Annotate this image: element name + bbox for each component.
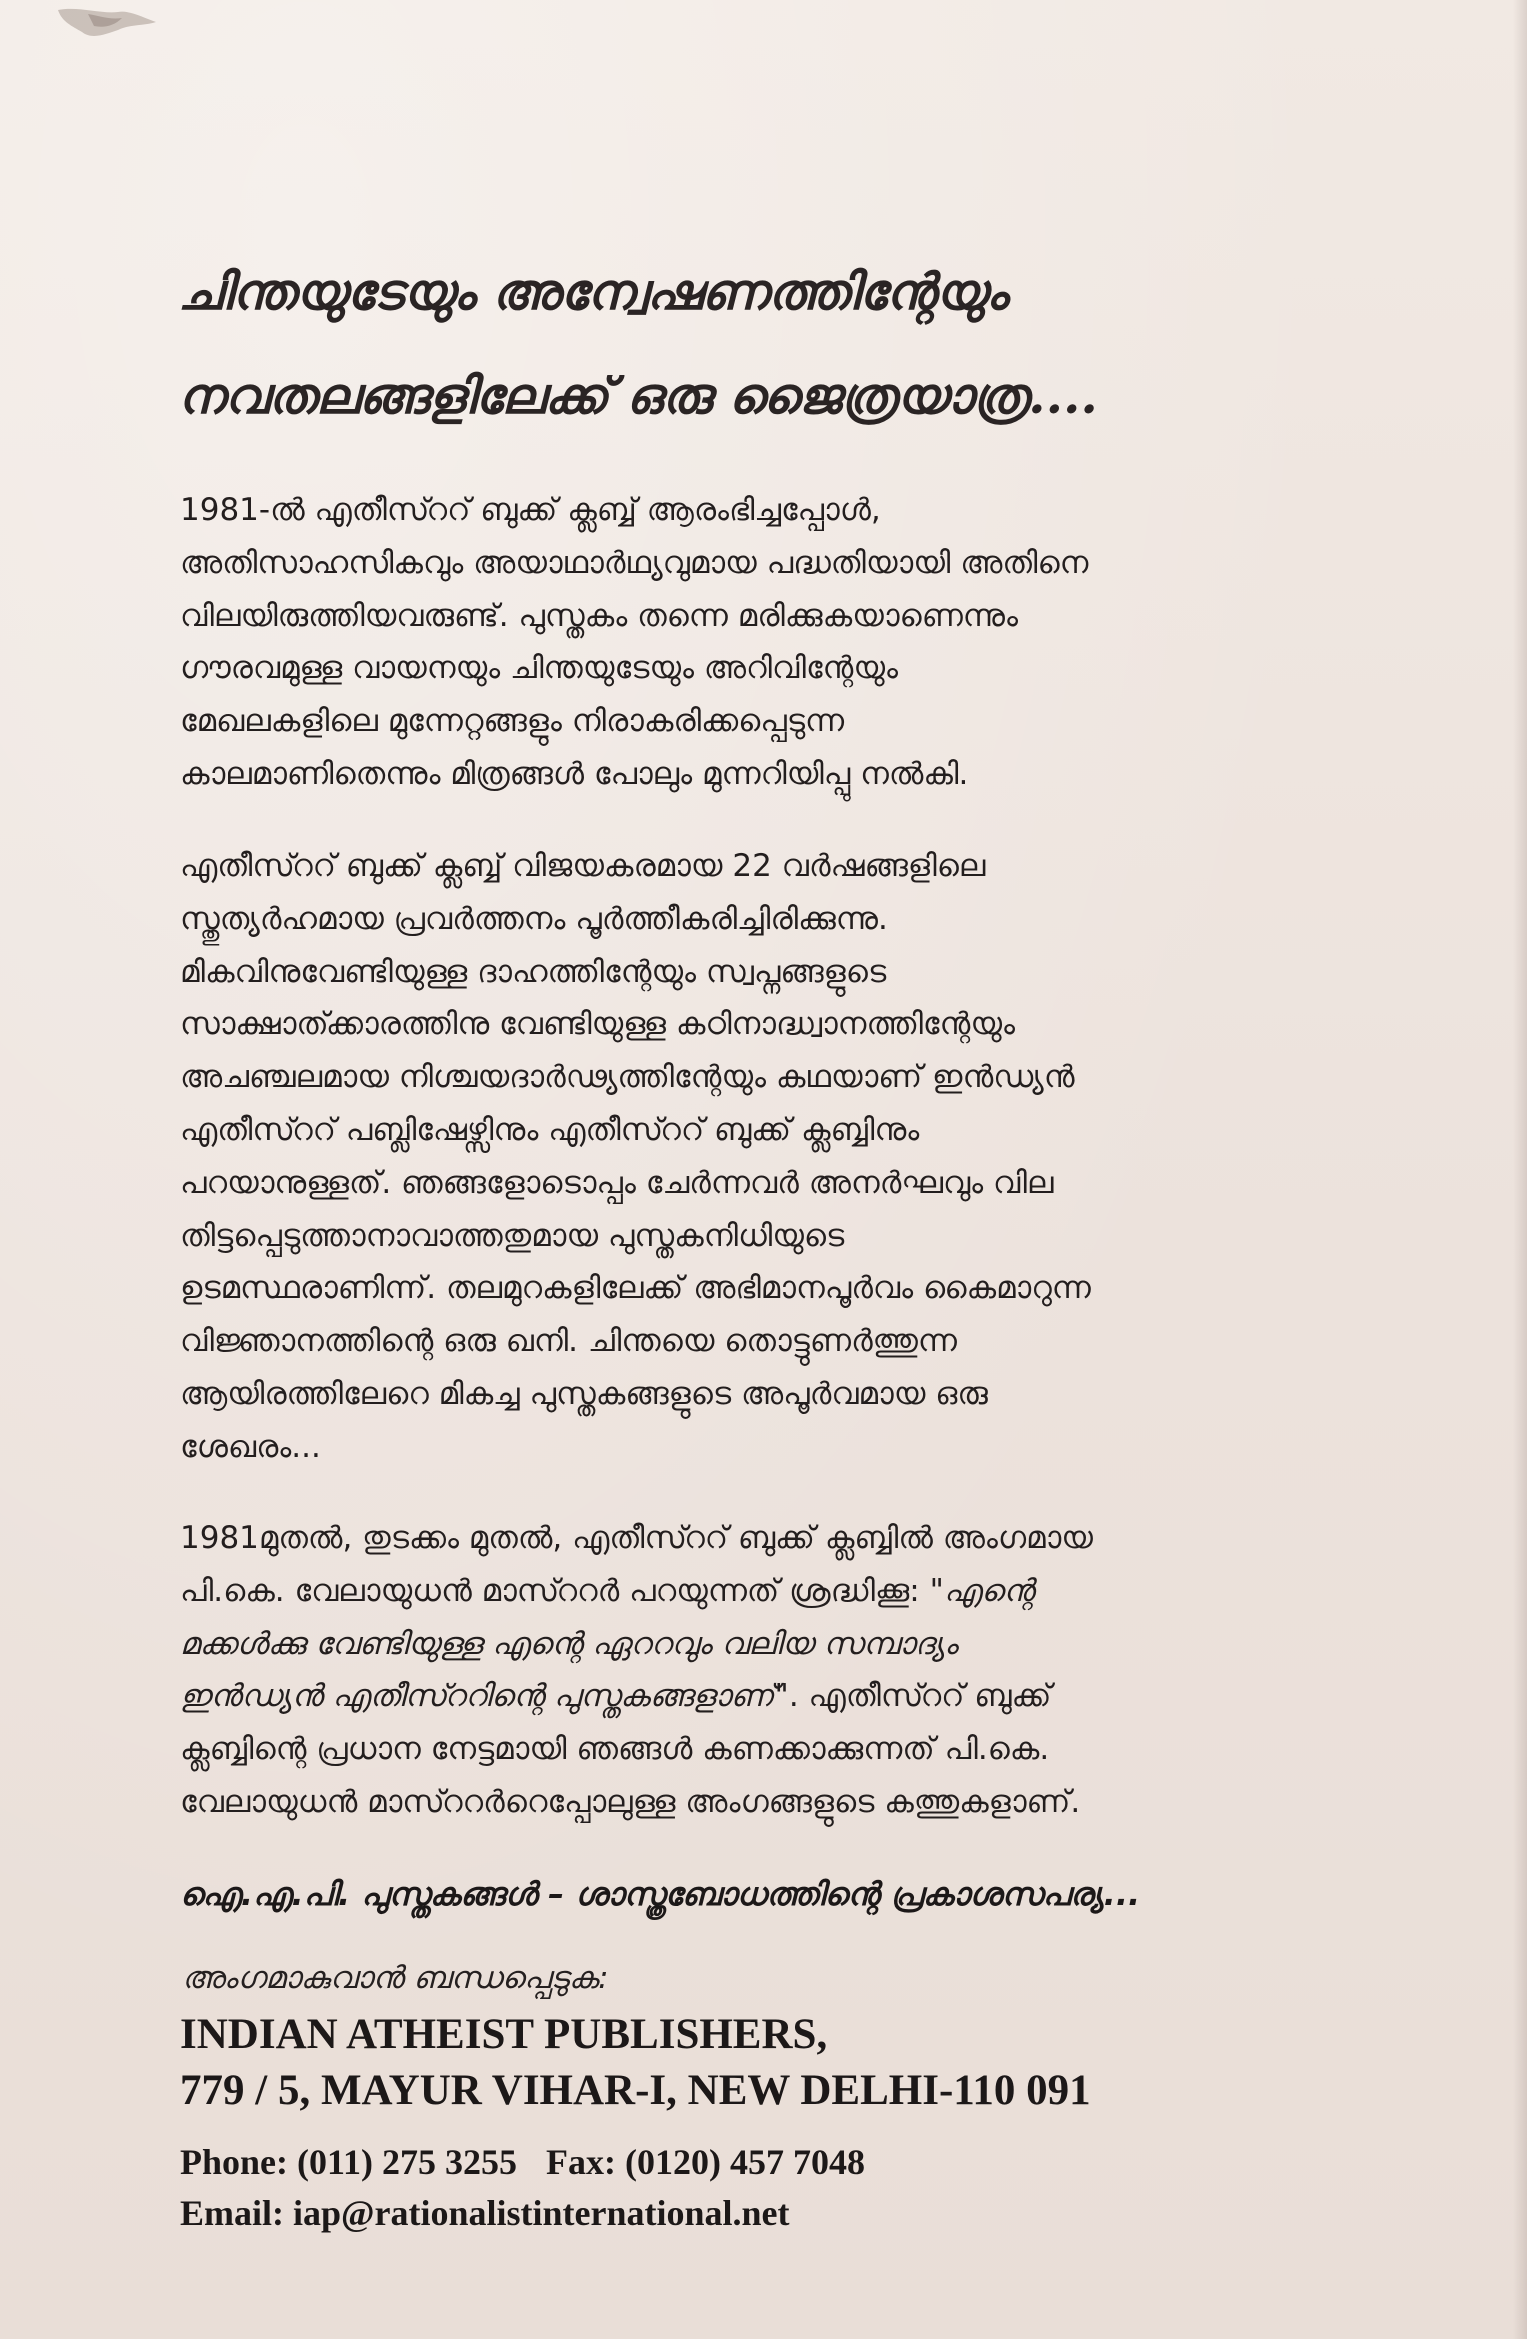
- contact-intro: അംഗമാകുവാൻ ബന്ധപ്പെടുക:: [182, 1960, 609, 1996]
- paragraph-line: എതീസ്ററ് ബുക്ക് ക്ലബ്ബ് വിജയകരമായ 22 വർഷങ്ങളിലെ: [180, 848, 986, 884]
- corner-stain: [48, 4, 188, 54]
- email-label: Email:: [180, 2193, 284, 2233]
- paragraph-text: പി.കെ. വേലായുധൻ മാസ്ററർ പറയുന്നത് ശ്രദ്ധിക്കൂ:: [180, 1572, 930, 1609]
- paragraph-line: സ്തുത്യർഹമായ പ്രവർത്തനം പൂർത്തീകരിച്ചിരിക്കുന്നു.: [180, 900, 888, 937]
- paragraph-line: [180, 1670, 1350, 1723]
- publisher-address: 779 / 5, MAYUR VIHAR-I, NEW DELHI-110 091: [180, 2067, 1091, 2114]
- heading-line-1: ചിന്തയുടേയും അന്വേഷണത്തിന്റേയും: [178, 262, 1008, 321]
- paragraph-text: . എതീസ്ററ് ബുക്ക്: [788, 1678, 1052, 1715]
- paragraph-3: [180, 1512, 1350, 1829]
- fax-number: (0120) 457 7048: [624, 2142, 865, 2182]
- paragraph-line: ഗൗരവമുള്ള വായനയും ചിന്തയുടേയും അറിവിന്റേയും: [180, 650, 899, 687]
- paragraph-line: 1981മുതൽ, തുടക്കം മുതൽ, എതീസ്ററ് ബുക്ക് ക്ലബ്ബിൽ അംഗമായ: [180, 1520, 1093, 1556]
- heading-line-2: നവതലങ്ങളിലേക്ക് ഒരു ജൈത്രയാത്ര....: [178, 366, 1098, 425]
- paragraph-line: സാക്ഷാത്ക്കാരത്തിനു വേണ്ടിയുള്ള കഠിനാദ്ധ്വാനത്തിന്റേയും: [180, 1006, 1016, 1043]
- quote-text: ഇൻഡ്യൻ എതീസ്ററിന്റെ പുസ്തകങ്ങളാണ്": [180, 1678, 789, 1715]
- paragraph-line: 1981-ൽ എതീസ്ററ് ബുക്ക് ക്ലബ്ബ് ആരംഭിച്ചപ്പോൾ,: [180, 492, 881, 528]
- paragraph-line: എതീസ്ററ് പബ്ലിഷേഴ്സിനും എതീസ്ററ് ബുക്ക് ക്ലബ്ബിനും: [180, 1111, 920, 1148]
- paragraph-line: ശേഖരം...: [180, 1428, 321, 1465]
- paragraph-line: തിട്ടപ്പെടുത്താനാവാത്തതുമായ പുസ്തകനിധിയുടെ: [180, 1217, 845, 1254]
- paragraph-line: മേഖലകളിലെ മുന്നേറ്റങ്ങളും നിരാകരിക്കപ്പെടുന്ന: [180, 703, 845, 740]
- phone-number: (011) 275 3255: [297, 2142, 517, 2182]
- paragraph-2: [180, 840, 1350, 1474]
- paragraph-line: മികവിനുവേണ്ടിയുള്ള ദാഹത്തിന്റേയും സ്വപ്നങ്ങളുടെ: [180, 953, 887, 990]
- paragraph-line: വേലായുധൻ മാസ്ററർറെപ്പോലുള്ള അംഗങ്ങളുടെ കത്തുകളാണ്.: [180, 1783, 1081, 1820]
- paragraph-line: അചഞ്ചലമായ നിശ്ചയദാർഢ്യത്തിന്റേയും കഥയാണ് ഇൻഡ്യൻ: [180, 1059, 1075, 1096]
- paragraph-line: വിലയിരുത്തിയവരുണ്ട്. പുസ്തകം തന്നെ മരിക്കുകയാണെന്നും: [180, 597, 1019, 634]
- paragraph-line: അതിസാഹസികവും അയാഥാർഥ്യവുമായ പദ്ധതിയായി അതിനെ: [180, 544, 1089, 581]
- paragraph-line: ആയിരത്തിലേറെ മികച്ച പുസ്തകങ്ങളുടെ അപൂർവമായ ഒരു: [180, 1375, 988, 1412]
- paragraph-1: [180, 484, 1350, 801]
- paragraph-line: വിജ്ഞാനത്തിന്റെ ഒരു ഖനി. ചിന്തയെ തൊട്ടുണർത്തുന്ന: [180, 1323, 957, 1360]
- phone-label: Phone:: [180, 2142, 288, 2182]
- publisher-name: INDIAN ATHEIST PUBLISHERS,: [180, 2011, 828, 2058]
- paragraph-line: പറയാനുള്ളത്. ഞങ്ങളോടൊപ്പം ചേർന്നവർ അനർഘവും വില: [180, 1164, 1054, 1201]
- quote-text: "എന്റെ: [929, 1572, 1035, 1609]
- paragraph-line: ക്ലബ്ബിന്റെ പ്രധാന നേട്ടമായി ഞങ്ങൾ കണക്കാക്കുന്നത് പി.കെ.: [180, 1731, 1050, 1768]
- slogan: ഐ.എ.പി. പുസ്തകങ്ങൾ – ശാസ്ത്രബോധത്തിന്റെ പ്രകാശസപര്യ...: [180, 1875, 1141, 1913]
- quote-line: മക്കൾക്കു വേണ്ടിയുള്ള എന്റെ ഏററവും വലിയ സമ്പാദ്യം: [180, 1625, 958, 1662]
- paragraph-line: കാലമാണിതെന്നും മിത്രങ്ങൾ പോലും മുന്നറിയിപ്പു നൽകി.: [180, 755, 969, 792]
- phone-fax-line: [180, 2141, 865, 2183]
- paragraph-line: [180, 1565, 1350, 1618]
- page-edge-shadow: [1513, 0, 1527, 2339]
- fax-label: Fax:: [546, 2142, 616, 2182]
- email-line: [180, 2192, 790, 2234]
- paragraph-line: ഉടമസ്ഥരാണിന്ന്. തലമുറകളിലേക്ക് അഭിമാനപൂർവം കൈമാറുന്ന: [180, 1270, 1091, 1307]
- email-address: iap@rationalistinternational.net: [293, 2193, 790, 2233]
